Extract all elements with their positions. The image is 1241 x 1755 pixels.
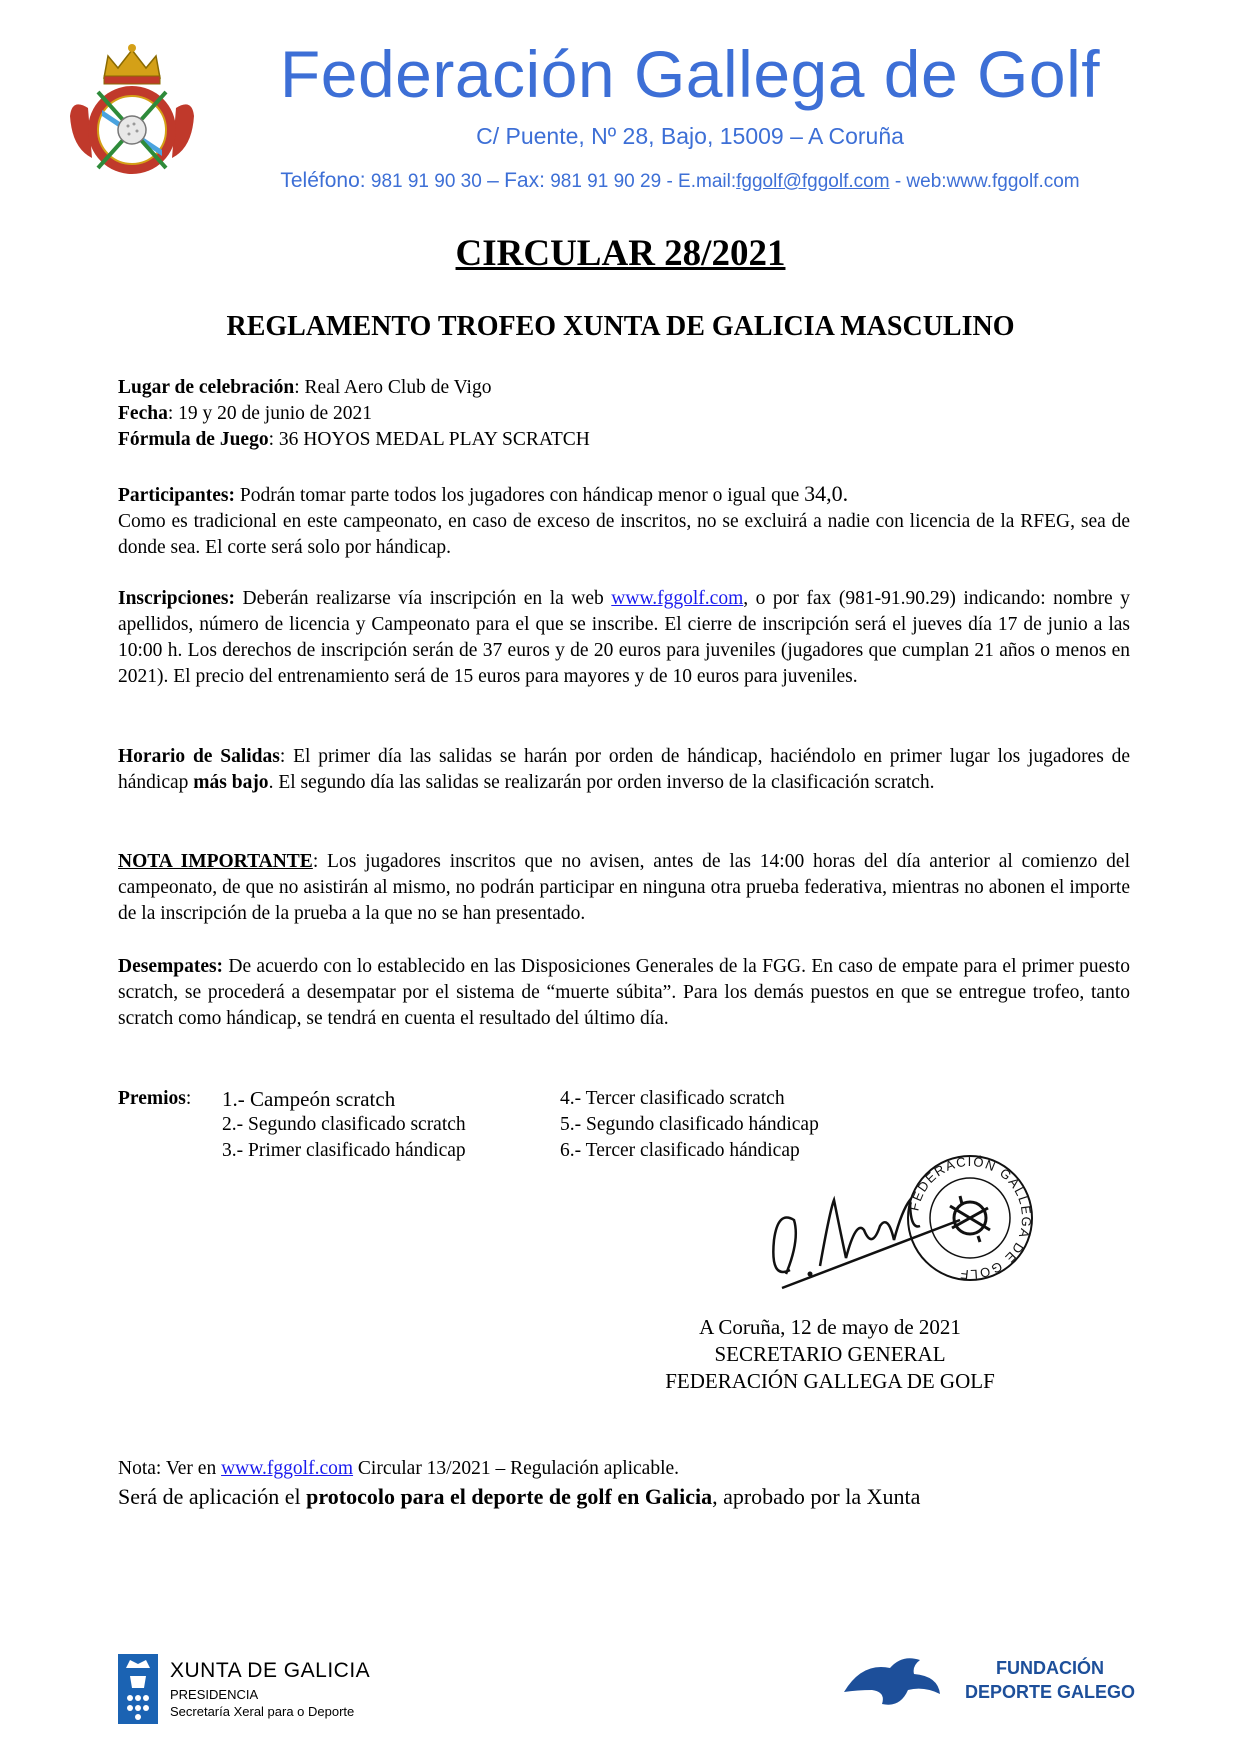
premio-item: 5.- Segundo clasificado hándicap bbox=[560, 1114, 819, 1135]
horario-text2: . El segundo día las salidas se realizarán por orden inverso de la clasificación scratch. bbox=[268, 772, 935, 793]
premio-item: 2.- Segundo clasificado scratch bbox=[222, 1114, 466, 1135]
premios-col2 bbox=[560, 1086, 819, 1164]
signature-date: A Coruña, 12 de mayo de 2021 bbox=[699, 1315, 961, 1339]
fax-number: 981 91 90 29 bbox=[550, 171, 662, 192]
formula-value: : 36 HOYOS MEDAL PLAY SCRATCH bbox=[268, 429, 590, 450]
premios-label: Premios: bbox=[118, 1088, 192, 1109]
web-label: - web: bbox=[894, 171, 947, 192]
fecha-label: Fecha bbox=[118, 403, 168, 424]
inscripciones-section bbox=[118, 586, 1130, 690]
signature-block bbox=[600, 1314, 1060, 1395]
lugar-value: : Real Aero Club de Vigo bbox=[294, 377, 492, 398]
email-label: - E.mail: bbox=[666, 171, 737, 192]
horario-section bbox=[118, 744, 1130, 796]
xunta-secretaria: Secretaría Xeral para o Deporte bbox=[170, 1704, 355, 1719]
phone-label: Teléfono: bbox=[280, 169, 366, 192]
premio-item: 4.- Tercer clasificado scratch bbox=[560, 1088, 785, 1109]
nota-section bbox=[118, 849, 1130, 927]
event-details bbox=[118, 375, 1130, 453]
fecha-value: : 19 y 20 de junio de 2021 bbox=[167, 403, 373, 424]
participantes-text: Podrán tomar parte todos los jugadores con hándicap menor o igual que bbox=[234, 485, 805, 506]
inscripciones-text2: , o por fax (981-91.90.29) indicando: nombre y apellidos, número de licencia y Campeonato para el que se inscribe. El cierre de inscripción será el jueves día 17 de junio a las 10:00 h. Los derechos de inscripción serán de 37 euros y de 20 euros para juveniles (jugadores que cumplan 21 años o menos en 2021). El precio del entrenamiento será de 15 euros para mayores y de 10 euros para juveniles. bbox=[118, 588, 1130, 687]
note-line-2: Será de aplicación el protocolo para el deporte de golf en Galicia, aprobado por la Xunta bbox=[118, 1484, 921, 1509]
note-line-1: Nota: Ver en www.fggolf.com Circular 13/2021 – Regulación aplicable. bbox=[118, 1458, 680, 1479]
regulation-title: REGLAMENTO TROFEO XUNTA DE GALICIA MASCULINO bbox=[226, 311, 1015, 342]
federation-address: C/ Puente, Nº 28, Bajo, 15009 – A Coruña bbox=[476, 123, 904, 149]
note-link[interactable]: www.fggolf.com bbox=[221, 1458, 354, 1479]
desempates-text: De acuerdo con lo establecido en las Disposiciones Generales de la FGG. En caso de empate para el primer puesto scratch, se procederá a desempatar por el sistema de “muerte súbita”. Para los demás puestos en que se entregue trofeo, tanto scratch como hándicap, se tendrá en cuenta el resultado del último día. bbox=[118, 956, 1130, 1029]
fax-label: Fax: bbox=[504, 169, 545, 192]
xunta-presidencia: PRESIDENCIA bbox=[170, 1687, 259, 1702]
participantes-section bbox=[118, 481, 1130, 561]
signature-org: FEDERACIÓN GALLEGA DE GOLF bbox=[665, 1369, 995, 1393]
premios-col1 bbox=[222, 1086, 466, 1164]
federation-title: Federación Gallega de Golf bbox=[279, 37, 1101, 111]
premio-item: 3.- Primer clasificado hándicap bbox=[222, 1140, 466, 1161]
desempates-section bbox=[118, 954, 1130, 1032]
horario-text1: : El primer día las salidas se harán por orden de hándicap, haciéndolo en primer lugar los jugadores de hándicap bbox=[118, 746, 1131, 793]
xunta-emblem bbox=[118, 1654, 158, 1724]
phone-number: 981 91 90 30 bbox=[370, 171, 482, 192]
formula-label: Fórmula de Juego bbox=[118, 429, 269, 450]
nota-label: NOTA IMPORTANTE bbox=[118, 851, 313, 872]
handicap-value: 34,0. bbox=[804, 481, 849, 506]
circular-title: CIRCULAR 28/2021 bbox=[455, 233, 786, 274]
signature-scribble bbox=[760, 1170, 990, 1320]
fundacion-line-2: DEPORTE GALEGO bbox=[964, 1682, 1135, 1702]
desempates-label: Desempates: bbox=[118, 956, 224, 977]
premio-item: 6.- Tercer clasificado hándicap bbox=[560, 1140, 800, 1161]
inscripciones-text1: Deberán realizarse vía inscripción en la web bbox=[235, 588, 612, 609]
fundacion-logo bbox=[842, 1652, 942, 1712]
email-link[interactable]: fggolf@fggolf.com bbox=[736, 171, 890, 192]
xunta-name: XUNTA DE GALICIA bbox=[170, 1659, 371, 1682]
fundacion-line-1: FUNDACIÓN bbox=[996, 1658, 1104, 1678]
nota-text: : Los jugadores inscritos que no avisen, antes de las 14:00 horas del día anterior al comienzo del campeonato, de que no asistirán al mismo, no podrán participar en ninguna otra prueba federativa, mientras no abonen el importe de la inscripción de la prueba a la que no se han presentado. bbox=[118, 851, 1130, 924]
premio-item: 1.- Campeón scratch bbox=[222, 1087, 396, 1111]
inscripciones-label: Inscripciones: bbox=[118, 588, 235, 609]
lugar-label: Lugar de celebración bbox=[118, 377, 295, 398]
horario-label: Horario de Salidas bbox=[118, 746, 280, 767]
federation-contact: Teléfono: 981 91 90 30 – Fax: 981 91 90 29 - E.mail:fggolf@fggolf.com - web:www.fggolf.com bbox=[280, 169, 1080, 192]
participantes-label: Participantes: bbox=[118, 485, 235, 506]
web-text: www.fggolf.com bbox=[946, 171, 1080, 192]
participantes-text2: Como es tradicional en este campeonato, en caso de exceso de inscritos, no se excluirá a nadie con licencia de la RFEG, sea de donde sea. El corte será solo por hándicap. bbox=[118, 511, 1130, 558]
stamp-text: FEDERACIÓN GALLEGA DE GOLF bbox=[906, 1153, 1035, 1283]
fggolf-link[interactable]: www.fggolf.com bbox=[611, 588, 744, 609]
signature-role: SECRETARIO GENERAL bbox=[714, 1342, 946, 1366]
horario-bold: más bajo bbox=[193, 772, 269, 793]
federation-logo bbox=[62, 38, 202, 180]
